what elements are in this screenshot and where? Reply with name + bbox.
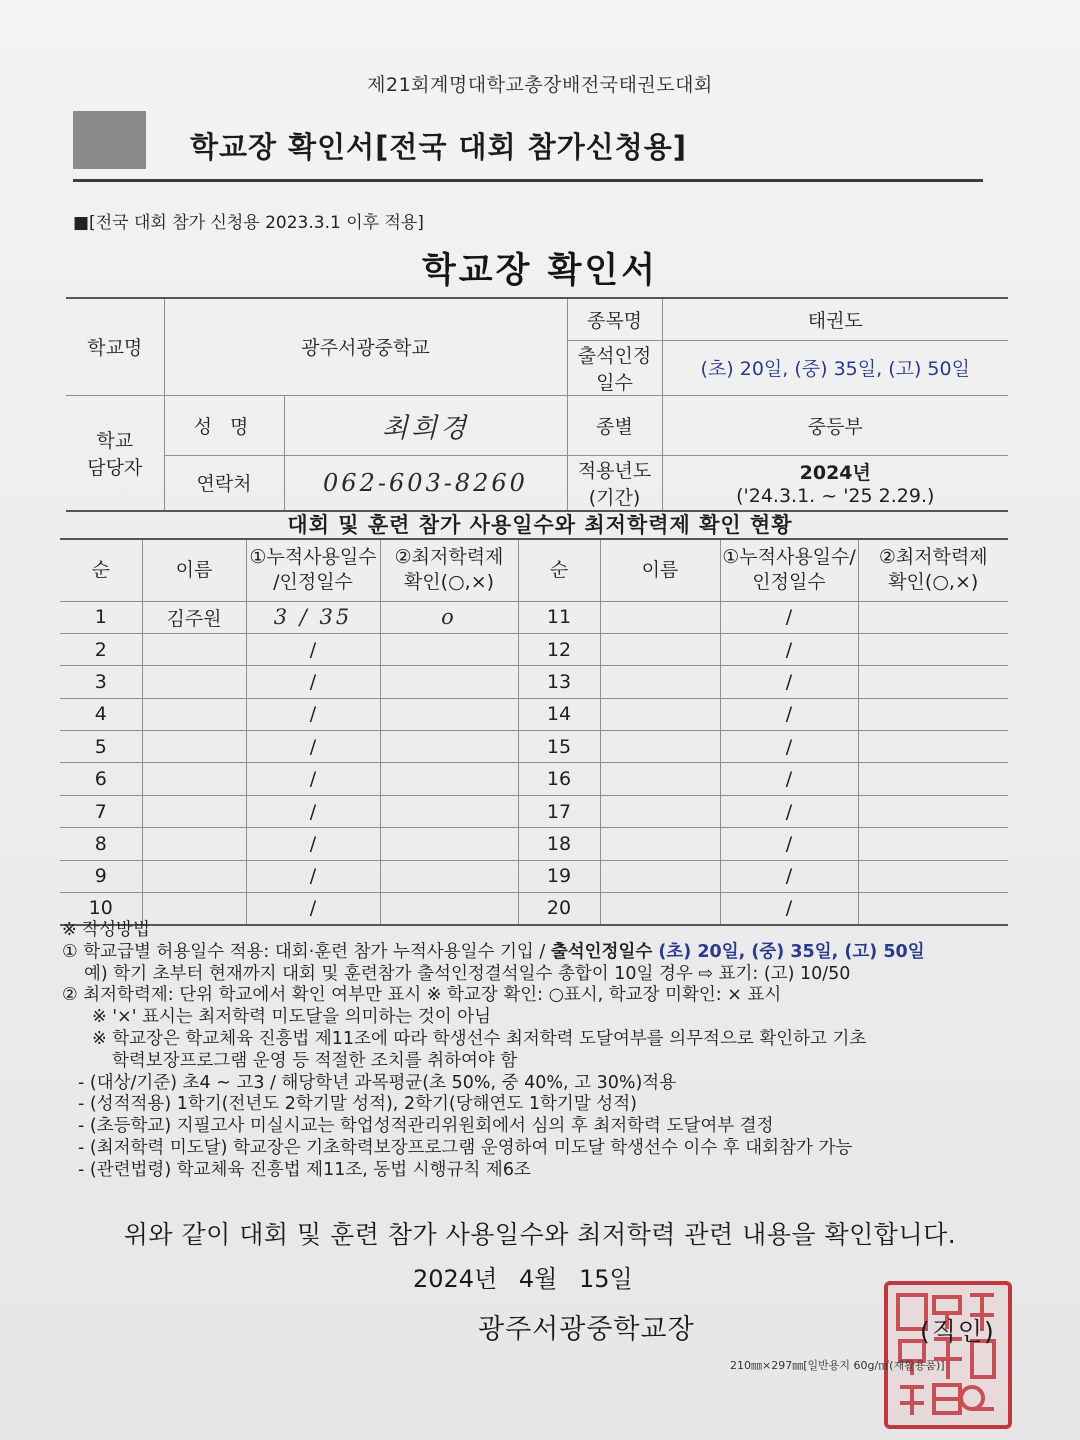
row-days: / <box>246 795 380 827</box>
row-days-right: / <box>720 666 858 698</box>
name-label: 성 명 <box>164 395 284 455</box>
info-table <box>66 297 1008 512</box>
header-name-right: 이름 <box>600 539 720 601</box>
row-no-right: 15 <box>518 731 600 763</box>
header-grade-right-line2: 확인(○,×) <box>888 571 979 594</box>
note-1-text: ① 학교급별 허용일수 적용: 대회·훈련 참가 누적사용일수 기입 / <box>62 941 551 962</box>
row-check <box>380 795 518 827</box>
notes-heading: ※ 작성방법 <box>62 920 150 940</box>
row-check-right <box>858 731 1008 763</box>
row-days: / <box>246 731 380 763</box>
row-no: 9 <box>60 860 142 892</box>
row-no: 8 <box>60 828 142 860</box>
row-check-right <box>858 601 1008 633</box>
header-name: 이름 <box>142 539 246 601</box>
table-row <box>60 860 1008 892</box>
row-days: / <box>246 893 380 925</box>
header-grade-line2: 확인(○,×) <box>403 571 495 594</box>
contact-label <box>66 395 164 511</box>
row-days-right: / <box>720 828 858 860</box>
row-name-right <box>600 601 720 633</box>
attendance-days: (초) 20일, (중) 35일, (고) 50일 <box>662 340 1008 395</box>
row-days: / <box>246 698 380 730</box>
seal-label: (직인) <box>920 1317 996 1346</box>
year-text: 2024년 <box>799 462 871 484</box>
form-title: 학교장 확인서[전국 대회 참가신청용] <box>190 130 688 164</box>
row-check-right <box>858 860 1008 892</box>
table-row <box>60 828 1008 860</box>
row-name-right <box>600 698 720 730</box>
header-grade <box>380 539 518 601</box>
row-check <box>380 860 518 892</box>
row-check-right <box>858 698 1008 730</box>
name-value: 최희경 <box>284 395 567 455</box>
row-no: 4 <box>60 698 142 730</box>
row-check-right <box>858 828 1008 860</box>
principal-name: 광주서광중학교장 <box>478 1314 695 1345</box>
detail-5: - (관련법령) 학교체육 진흥법 제11조, 동법 시행규칙 제6조 <box>78 1159 531 1180</box>
row-no: 6 <box>60 763 142 795</box>
school-name-label: 학교명 <box>66 298 164 395</box>
row-check <box>380 698 518 730</box>
table-row <box>60 698 1008 730</box>
row-check <box>380 666 518 698</box>
row-name-right <box>600 860 720 892</box>
contact-label-line2: 담당자 <box>87 456 143 479</box>
row-check-right <box>858 666 1008 698</box>
row-check <box>380 828 518 860</box>
row-check-right <box>858 795 1008 827</box>
sport-value: 태권도 <box>662 298 1008 340</box>
row-check-right <box>858 763 1008 795</box>
table-row <box>60 731 1008 763</box>
row-days-right: / <box>720 731 858 763</box>
phone-label: 연락처 <box>164 455 284 511</box>
phone-value: 062-603-8260 <box>284 455 567 511</box>
header-days-line2: /인정일수 <box>273 571 353 594</box>
row-days-right: / <box>720 601 858 633</box>
row-no-right: 20 <box>518 893 600 925</box>
confirmation-text: 위와 같이 대회 및 훈련 참가 사용일수와 최저학력 관련 내용을 확인합니다. <box>123 1220 957 1249</box>
row-name <box>142 795 246 827</box>
header-days-right-line1: ①누적사용일수/ <box>722 546 856 569</box>
row-name <box>142 763 246 795</box>
row-no: 2 <box>60 633 142 665</box>
header-no: 순 <box>60 539 142 601</box>
detail-2: - (성적적용) 1학기(전년도 2학기말 성적), 2학기(당해연도 1학기말 성적) <box>78 1094 637 1115</box>
row-no-right: 17 <box>518 795 600 827</box>
row-days: / <box>246 763 380 795</box>
row-name-right <box>600 633 720 665</box>
year-label <box>567 455 662 511</box>
row-name: 김주원 <box>142 601 246 633</box>
roster-section-title: 대회 및 훈련 참가 사용일수와 최저학력제 확인 현황 <box>287 513 793 537</box>
year-label-line2: (기간) <box>588 486 641 509</box>
row-days-right: / <box>720 633 858 665</box>
header-days <box>246 539 380 601</box>
row-no: 1 <box>60 601 142 633</box>
note-1 <box>62 942 1062 964</box>
official-seal-stamp <box>884 1281 1012 1429</box>
row-no: 7 <box>60 795 142 827</box>
date: 2024년 4월 15일 <box>413 1265 633 1293</box>
header-rule <box>73 179 983 182</box>
category-label: 종별 <box>567 395 662 455</box>
year-value <box>662 455 1008 511</box>
row-check-right <box>858 633 1008 665</box>
header-days-right <box>720 539 858 601</box>
event-title: 제21회계명대학교총장배전국태권도대회 <box>367 74 713 96</box>
instructions <box>62 920 1062 1182</box>
row-name <box>142 633 246 665</box>
row-no: 3 <box>60 666 142 698</box>
row-name <box>142 698 246 730</box>
note-2-b2: 학력보장프로그램 운영 등 적절한 조치를 취하여야 함 <box>112 1050 518 1071</box>
header-grade-right <box>858 539 1008 601</box>
detail-3: - (초등학교) 지필고사 미실시교는 학업성적관리위원회에서 심의 후 최저학력 도달여부 결정 <box>78 1116 774 1137</box>
note-1-days: (초) 20일, (중) 35일, (고) 50일 <box>652 941 925 962</box>
row-days: / <box>246 666 380 698</box>
row-no: 10 <box>60 893 142 925</box>
row-name <box>142 860 246 892</box>
row-no-right: 12 <box>518 633 600 665</box>
row-days: / <box>246 633 380 665</box>
row-no-right: 19 <box>518 860 600 892</box>
header-no-right: 순 <box>518 539 600 601</box>
table-row <box>60 633 1008 665</box>
row-check: o <box>380 601 518 633</box>
row-name <box>142 666 246 698</box>
note-2: ② 최저학력제: 단위 학교에서 확인 여부만 표시 ※ 학교장 확인: ○표시, 학교장 미확인: × 표시 <box>62 985 782 1006</box>
applicability-note: ■[전국 대회 참가 신청용 2023.3.1 이후 적용] <box>73 213 424 233</box>
row-days: 3 / 35 <box>246 601 380 633</box>
row-days-right: / <box>720 795 858 827</box>
row-no-right: 16 <box>518 763 600 795</box>
row-check <box>380 763 518 795</box>
row-days-right: / <box>720 893 858 925</box>
row-no: 5 <box>60 731 142 763</box>
document-title: 학교장 확인서 <box>421 251 659 291</box>
paper-spec: 210㎜×297㎜[일반용지 60g/㎡(재활용품)] <box>730 1359 945 1372</box>
school-name: 광주서광중학교 <box>164 298 567 395</box>
table-row <box>60 666 1008 698</box>
row-days: / <box>246 860 380 892</box>
row-check <box>380 633 518 665</box>
note-1-bold: 출석인정일수 <box>550 941 653 962</box>
detail-1: - (대상/기준) 초4 ~ 고3 / 해당학년 과목평균(초 50%, 중 40%, 고 30%)적용 <box>78 1072 677 1093</box>
row-name <box>142 828 246 860</box>
seal-glyphs <box>888 1285 1008 1425</box>
header-grade-line1: ②최저학력제 <box>394 546 504 569</box>
note-2-b1: ※ 학교장은 학교체육 진흥법 제11조에 따라 학생선수 최저학력 도달여부를 의무적으로 확인하고 기초 <box>92 1028 867 1049</box>
period-text: ('24.3.1. ~ '25 2.29.) <box>736 485 935 507</box>
row-name-right <box>600 763 720 795</box>
header-days-line1: ①누적사용일수 <box>249 546 377 569</box>
row-name-right <box>600 828 720 860</box>
attendance-label-line2: 일수 <box>596 371 633 394</box>
row-name-right <box>600 795 720 827</box>
roster-table <box>60 538 1008 926</box>
row-name <box>142 731 246 763</box>
header-gray-block <box>73 111 146 169</box>
attendance-label-line1: 출석인정 <box>577 344 652 367</box>
row-name-right <box>600 731 720 763</box>
sport-label: 종목명 <box>567 298 662 340</box>
note-2-a: ※ '×' 표시는 최저학력 미도달을 의미하는 것이 아님 <box>92 1007 492 1028</box>
row-days-right: / <box>720 763 858 795</box>
row-no-right: 13 <box>518 666 600 698</box>
table-row <box>60 795 1008 827</box>
row-name-right <box>600 666 720 698</box>
category-value: 중등부 <box>662 395 1008 455</box>
row-no-right: 14 <box>518 698 600 730</box>
attendance-label <box>567 340 662 395</box>
header-days-right-line2: 인정일수 <box>752 571 826 594</box>
row-days: / <box>246 828 380 860</box>
year-label-line1: 적용년도 <box>577 459 652 482</box>
row-check <box>380 731 518 763</box>
table-row <box>60 601 1008 633</box>
contact-label-line1: 학교 <box>96 429 134 452</box>
row-no-right: 18 <box>518 828 600 860</box>
note-1-example: 예) 학기 초부터 현재까지 대회 및 훈련참가 출석인정결석일수 총합이 10일 경우 ⇨ 표기: (고) 10/50 <box>84 963 851 984</box>
row-no-right: 11 <box>518 601 600 633</box>
table-row <box>60 763 1008 795</box>
row-days-right: / <box>720 698 858 730</box>
row-days-right: / <box>720 860 858 892</box>
header-grade-right-line1: ②최저학력제 <box>878 546 988 569</box>
detail-4: - (최저학력 미도달) 학교장은 기초학력보장프로그램 운영하여 미도달 학생선수 이수 후 대회참가 가능 <box>78 1137 853 1158</box>
